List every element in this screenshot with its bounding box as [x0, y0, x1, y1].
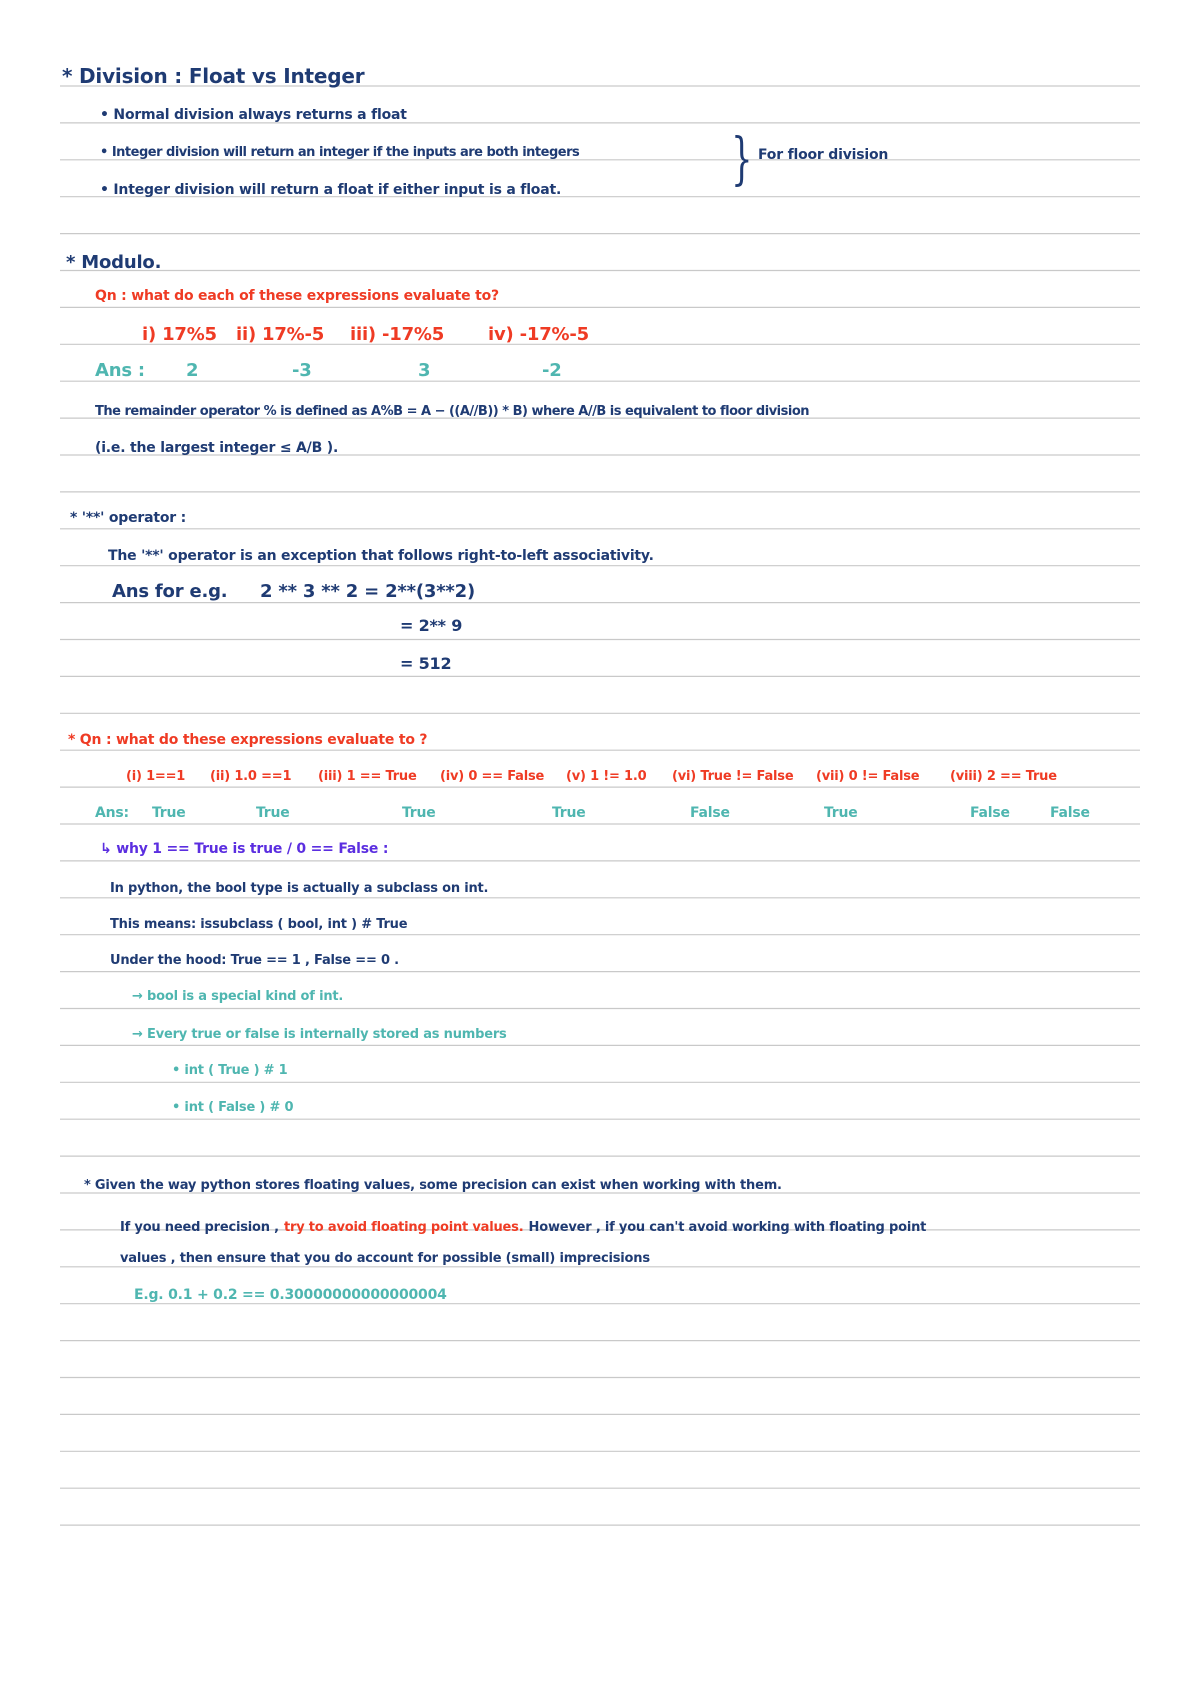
power-example-expr: 2 ** 3 ** 2 = 2**(3**2) [260, 581, 475, 602]
bool-note-1: In python, the bool type is actually a subclass on int. [110, 881, 489, 896]
modulo-answer-3: 3 [418, 360, 431, 381]
power-example-label: Ans for e.g. [112, 581, 228, 602]
division-bullet-2: • Integer division will return an integer if the inputs are both integers [100, 145, 580, 160]
floor-division-note: For floor division [758, 147, 889, 163]
bool-note-3: Under the hood: True == 1 , False == 0 . [110, 953, 399, 968]
equality-answer-1: True [152, 805, 186, 821]
modulo-expr-4: iv) -17%-5 [488, 324, 589, 345]
bool-note-2: This means: issubclass ( bool, int ) # True [110, 917, 408, 932]
modulo-answer-label: Ans : [95, 360, 145, 381]
power-step-3: = 512 [400, 654, 452, 673]
equality-expr-8: (viii) 2 == True [950, 769, 1057, 784]
floating-line-2c: However , if you can't avoid working with floating point [528, 1220, 927, 1235]
division-bullet-3: • Integer division will return a float if either input is a float. [100, 182, 562, 198]
equality-answer-8: False [1050, 805, 1090, 821]
equality-expr-6: (vi) True != False [672, 769, 794, 784]
modulo-answer-4: -2 [542, 360, 562, 381]
power-description: The '**' operator is an exception that follows right-to-left associativity. [108, 548, 654, 564]
equality-answer-label: Ans: [95, 805, 129, 821]
division-bullet-1: • Normal division always returns a float [100, 107, 407, 123]
equality-answer-5: False [690, 805, 730, 821]
floating-line-2 [120, 1216, 926, 1235]
equality-answer-4: True [552, 805, 586, 821]
division-title: * Division : Float vs Integer [62, 64, 365, 88]
modulo-expr-3: iii) -17%5 [350, 324, 445, 345]
equality-answer-7: False [970, 805, 1010, 821]
modulo-expr-2: ii) 17%-5 [236, 324, 325, 345]
floating-line-2a: If you need precision , [120, 1220, 279, 1235]
modulo-question: Qn : what do each of these expressions evaluate to? [95, 288, 499, 304]
equality-expr-2: (ii) 1.0 ==1 [210, 769, 292, 784]
equality-expr-4: (iv) 0 == False [440, 769, 545, 784]
modulo-explanation-1: The remainder operator % is defined as A%B = A − ((A//B)) * B) where A//B is equivalent to floor division [95, 404, 809, 419]
floating-line-2b: try to avoid floating point values. [283, 1220, 524, 1235]
curly-brace-icon: } [731, 127, 753, 192]
modulo-title: * Modulo. [66, 252, 162, 273]
equality-expr-5: (v) 1 != 1.0 [566, 769, 647, 784]
bool-sub-bullet-2: • int ( False ) # 0 [172, 1100, 294, 1115]
modulo-expr-1: i) 17%5 [142, 324, 217, 345]
floating-example: E.g. 0.1 + 0.2 == 0.30000000000000004 [134, 1287, 447, 1303]
equality-expr-3: (iii) 1 == True [318, 769, 417, 784]
equality-answer-2: True [256, 805, 290, 821]
bool-arrow-1: → bool is a special kind of int. [132, 989, 344, 1004]
modulo-explanation-2: (i.e. the largest integer ≤ A/B ). [95, 440, 339, 456]
power-title: * '**' operator : [70, 510, 187, 526]
floating-line-1: * Given the way python stores floating values, some precision can exist when working with them. [84, 1178, 782, 1193]
floating-line-3: values , then ensure that you do account for possible (small) imprecisions [120, 1251, 650, 1266]
equality-answer-3: True [402, 805, 436, 821]
equality-answer-6: True [824, 805, 858, 821]
equality-expr-7: (vii) 0 != False [816, 769, 920, 784]
equality-question: * Qn : what do these expressions evaluate to ? [68, 732, 428, 748]
modulo-answer-1: 2 [186, 360, 199, 381]
why-title: ↳ why 1 == True is true / 0 == False : [100, 841, 389, 857]
equality-expr-1: (i) 1==1 [126, 769, 186, 784]
modulo-answer-2: -3 [292, 360, 312, 381]
bool-sub-bullet-1: • int ( True ) # 1 [172, 1063, 288, 1078]
bool-arrow-2: → Every true or false is internally stored as numbers [132, 1027, 507, 1042]
power-step-2: = 2** 9 [400, 616, 463, 635]
